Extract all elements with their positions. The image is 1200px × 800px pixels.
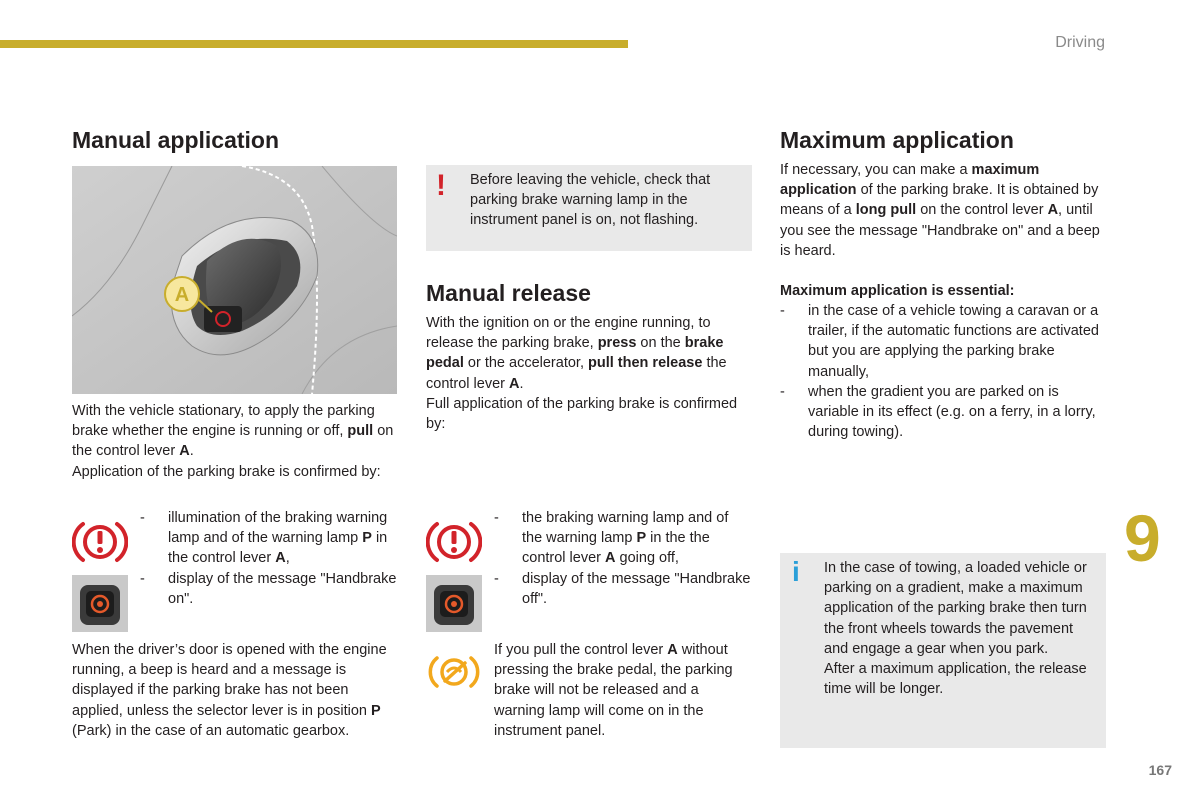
maximum-application-title: Maximum application [780, 127, 1014, 153]
list-item: - illumination of the braking warning lamp and of the warning lamp P in the control lever A, [140, 510, 388, 567]
essential-heading: Maximum application is essential: [780, 283, 1015, 299]
control-lever-p-icon [426, 575, 482, 632]
warning-note-box [426, 165, 752, 251]
info-icon: i [792, 556, 800, 587]
info-note-box [780, 553, 1106, 748]
section-label: Driving [1055, 34, 1105, 51]
chapter-number: 9 [1124, 501, 1161, 575]
page-number: 167 [1148, 762, 1172, 778]
maximum-application-paragraph: If necessary, you can make a maximum application of the parking brake. It is obtained by means of a long pull on the control lever A, until you see the message "Handbrake on" and a beep is heard. [780, 162, 1100, 259]
lever-label-a: A [174, 284, 190, 306]
list-item: - in the case of a vehicle towing a caravan or a trailer, if the automatic functions are activated but you are applying the parking brake manually, [780, 303, 1099, 380]
drivers-door-paragraph: When the driver’s door is opened with the engine running, a beep is heard and a message is displayed if the parking brake has not been applied, unless the selector lever is in position P (Park) in the case of an automatic gearbox. [72, 642, 387, 739]
manual-release-list [494, 508, 752, 609]
parking-brake-amber-icon [428, 652, 480, 692]
list-item: - the braking warning lamp and of the warning lamp P in the the control lever A going off, [494, 510, 729, 567]
list-item: - when the gradient you are parked on is variable in its effect (e.g. on a ferry, in a lorry, during towing). [780, 383, 1096, 441]
list-item: - display of the message "Handbrake off". [494, 570, 751, 607]
list-item: - display of the message "Handbrake on". [140, 570, 397, 607]
control-lever-p-icon [72, 575, 128, 632]
warning-note-text: Before leaving the vehicle, check that parking brake warning lamp in the instrument panel is on, not flashing. [470, 172, 711, 229]
pull-without-pedal-paragraph: If you pull the control lever A without pressing the brake pedal, the parking brake will not be released and a warning lamp will come on in the instrument panel. [494, 642, 733, 739]
brake-warning-icon [426, 516, 482, 568]
manual-release-title: Manual release [426, 280, 591, 306]
brake-warning-icon [72, 516, 128, 568]
essential-list [780, 301, 1106, 442]
header-accent-bar [0, 40, 628, 48]
manual-application-paragraph: With the vehicle stationary, to apply the parking brake whether the engine is running or off, pull on the control lever A. Application of the parking brake is confirmed by: [72, 403, 394, 480]
exclamation-icon: ! [436, 169, 446, 202]
manual-application-list [140, 508, 400, 609]
manual-application-title: Manual application [72, 127, 280, 153]
info-note-text: In the case of towing, a loaded vehicle or parking on a gradient, make a maximum application of the parking brake then turn the front wheels towards the pavement and engage a gear when you park. After a maximum application, the release time will be longer. [824, 560, 1087, 698]
parking-brake-illustration [72, 166, 397, 394]
manual-release-paragraph: With the ignition on or the engine running, to release the parking brake, press on the brake pedal or the accelerator, pull then release the control lever A. Full application of the parking brake is confirmed by: [426, 315, 738, 433]
